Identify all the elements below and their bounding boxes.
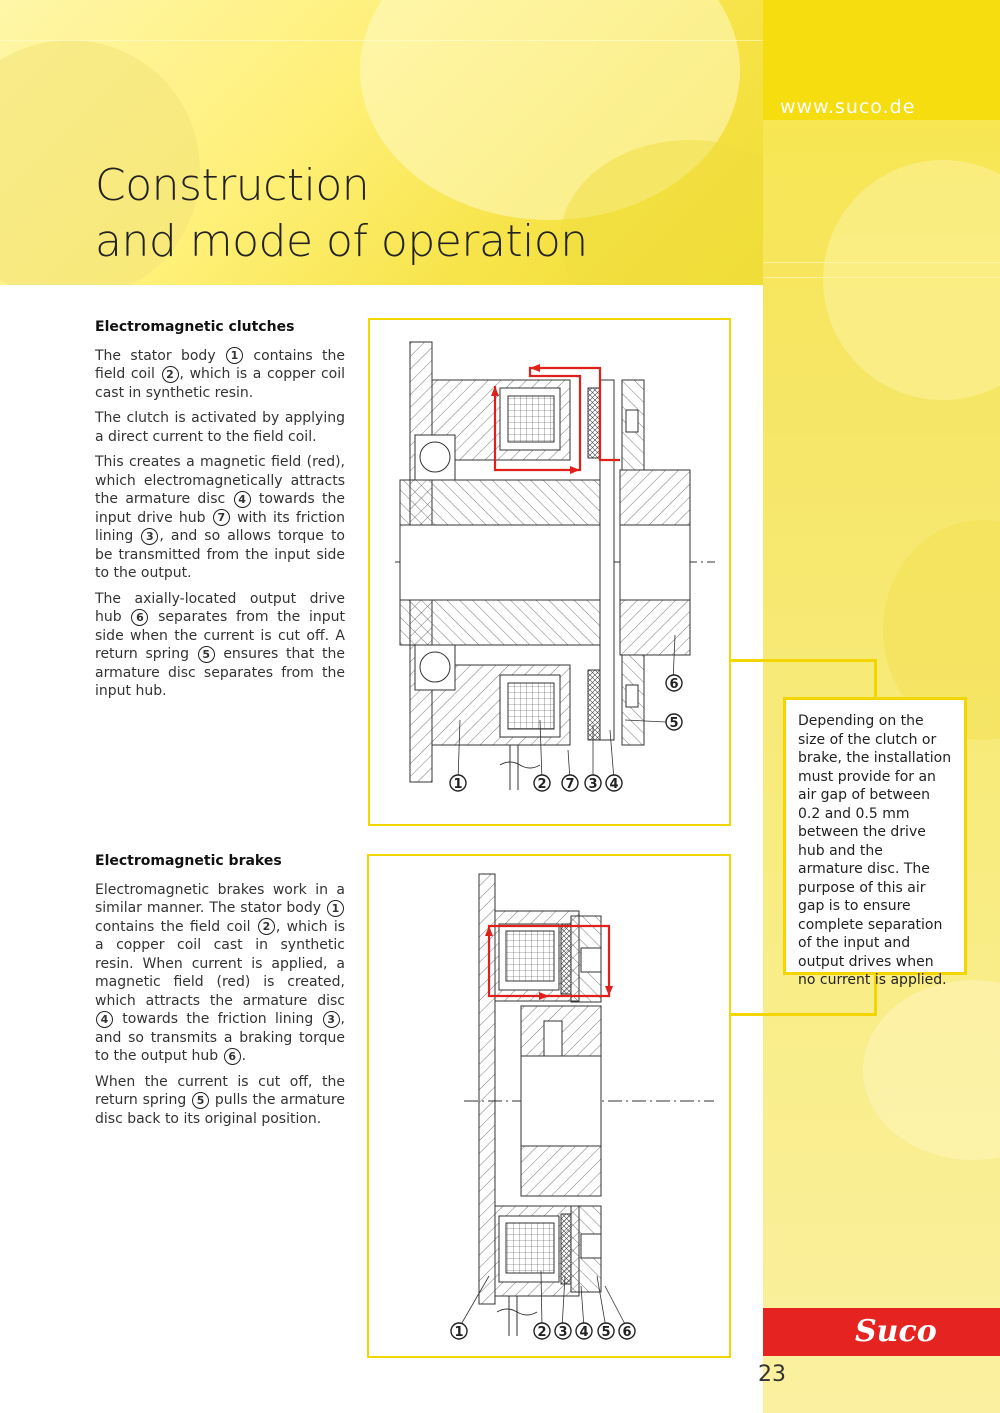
clutch-diagram — [368, 318, 731, 826]
page-title — [95, 158, 588, 270]
diagram1-label-6: 6 — [669, 677, 679, 692]
diagram1-label-5: 5 — [669, 716, 679, 731]
diagram2-label-4: 4 — [579, 1325, 589, 1340]
clutches-paragraph-1: The stator body 1 contains the field coil 2 , which is a copper coil cast in synthetic resin. — [95, 347, 346, 401]
diagram1-label-3: 3 — [588, 777, 598, 792]
diagram2-label-5: 5 — [601, 1325, 611, 1340]
clutches-section — [95, 318, 345, 708]
diagram1-label-7: 7 — [565, 777, 575, 792]
page-number: 23 — [758, 1362, 786, 1387]
air-gap-note: Depending on the size of the clutch or brake, the installation must provide for an air gap of between 0.2 and 0.5 mm between the drive hub and the armature disc. The purpose of this air gap is to ensure complete separation of the input and output drives when no current is applied. — [783, 697, 967, 975]
clutches-paragraph-2: The clutch is activated by applying a direct current to the field coil. — [95, 410, 345, 445]
logo-text: Suco — [855, 1314, 937, 1349]
brake-cross-section — [369, 856, 729, 1356]
diagram2-label-2: 2 — [537, 1325, 547, 1340]
diagram1-label-1: 1 — [453, 777, 463, 792]
diagram2-label-1: 1 — [454, 1325, 464, 1340]
clutches-heading: Electromagnetic clutches — [95, 319, 295, 335]
connector-line — [874, 659, 877, 699]
clutch-cross-section — [370, 320, 729, 824]
brakes-paragraph-1: Electromagnetic brakes work in a similar manner. The stator body 1 contains the field coil 2 , which is a copper coil cast in synthetic resin. When current is applied, a magnetic field (red) is created, which attracts the armature disc 4 towards the friction lining 3 , and so transmits a braking torque to the output hub 6 . — [95, 881, 345, 1064]
brakes-heading: Electromagnetic brakes — [95, 853, 282, 869]
diagram2-label-3: 3 — [558, 1325, 568, 1340]
suco-logo — [763, 1308, 1000, 1356]
website-url[interactable]: www.suco.de — [780, 96, 916, 118]
title-line-2: and mode of operation — [95, 216, 588, 267]
title-line-1: Construction — [95, 160, 370, 211]
brakes-section — [95, 852, 345, 1135]
diagram1-label-4: 4 — [609, 777, 619, 792]
diagram1-label-2: 2 — [537, 777, 547, 792]
connector-line — [729, 659, 877, 662]
clutches-paragraph-3: This creates a magnetic field (red), which electromagnetically attracts the armature disc 4 towards the input drive hub 7 with its friction lining 3 , and so allows torque to be transmitted from the input side to the output. — [95, 454, 346, 581]
connector-line — [729, 1013, 877, 1016]
brake-diagram — [367, 854, 731, 1358]
diagram2-label-6: 6 — [622, 1325, 632, 1340]
brakes-paragraph-2: When the current is cut off, the return spring 5 pulls the armature disc back to its original position. — [95, 1073, 345, 1127]
clutches-paragraph-4: The axially-located output drive hub 6 separates from the input side when the current is cut off. A return spring 5 ensures that the armature disc separates from the input hub. — [95, 590, 346, 699]
